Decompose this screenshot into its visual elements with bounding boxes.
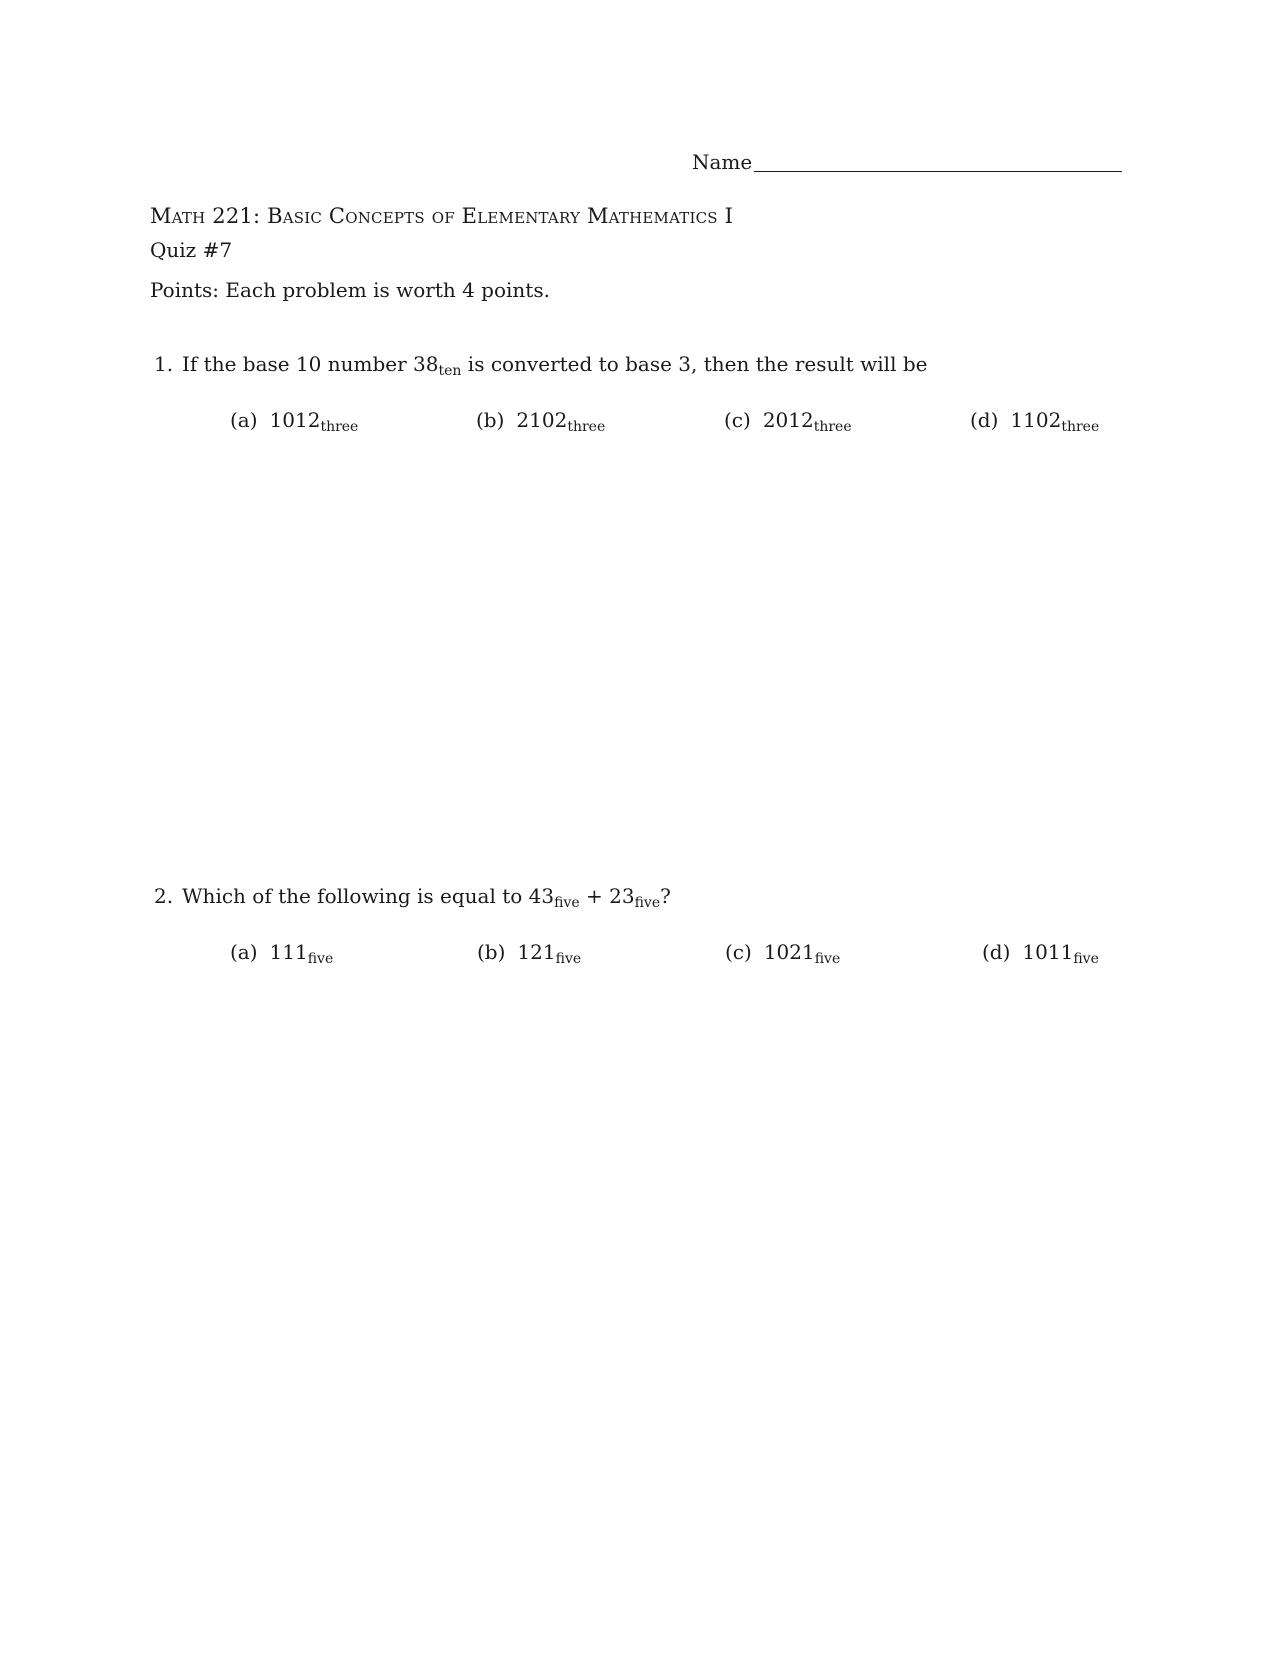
option-label: (c) [724,408,751,432]
q1-option-a[interactable] [230,408,359,435]
option-label: (c) [725,940,752,964]
q1-option-b[interactable] [476,408,606,435]
option-value: 1102 [1010,408,1062,432]
question-text-tail: is converted to base 3, then the result will be [461,352,928,376]
q1-option-d[interactable] [970,408,1100,435]
question-number: 1. [154,352,174,376]
option-value: 2102 [516,408,568,432]
q2-option-c[interactable] [725,940,841,967]
subscript-base: five [634,895,661,911]
q2-option-a[interactable] [230,940,334,967]
points-note: Points: Each problem is worth 4 points. [150,278,550,302]
option-label: (d) [982,940,1011,964]
option-value: 1011 [1022,940,1074,964]
question-number: 2. [154,884,174,908]
option-label: (b) [476,408,505,432]
option-base: five [555,951,582,967]
option-value: 1012 [269,408,321,432]
question-text-tail: ? [660,884,671,908]
option-label: (a) [230,940,258,964]
question-text: If the base 10 number 38 [182,352,439,376]
option-base: three [320,419,359,435]
option-label: (a) [230,408,258,432]
q2-option-b[interactable] [477,940,582,967]
option-label: (b) [477,940,506,964]
option-base: five [814,951,841,967]
subscript-base: ten [438,363,462,379]
subscript-base: five [554,895,580,911]
option-base: three [1061,419,1100,435]
option-value: 121 [517,940,556,964]
course-title: Math 221: Basic Concepts of Elementary Mathematics I [150,204,734,228]
question-text: Which of the following is equal to 43 [182,884,555,908]
name-field-line[interactable] [754,171,1122,172]
option-value: 2012 [762,408,814,432]
question-1 [154,352,928,379]
option-value: 1021 [763,940,815,964]
question-2 [154,884,671,911]
q1-option-c[interactable] [724,408,852,435]
name-label: Name [692,150,753,174]
option-base: five [307,951,334,967]
option-value: 111 [269,940,308,964]
option-base: three [813,419,852,435]
option-label: (d) [970,408,999,432]
q2-option-d[interactable] [982,940,1099,967]
option-base: five [1073,951,1099,967]
option-base: three [567,419,606,435]
question-text-middle: + 23 [579,884,635,908]
quiz-title: Quiz #7 [150,238,233,262]
